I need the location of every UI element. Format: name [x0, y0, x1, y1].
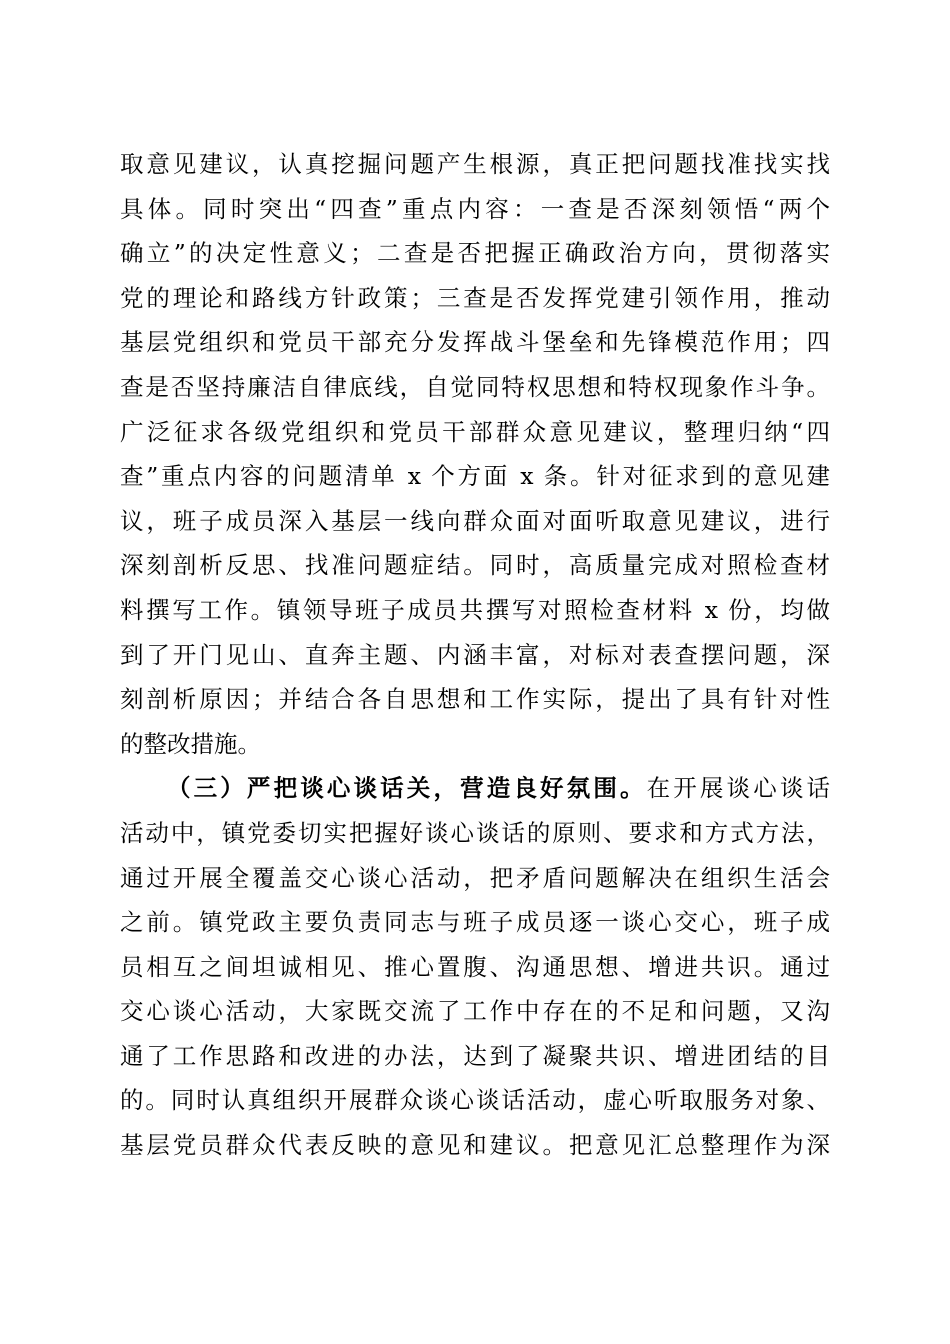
paragraph-line: 通了工作思路和改进的办法，达到了凝聚共识、增进团结的目	[120, 1041, 830, 1070]
paragraph-line: 到了开门见山、直奔主题、内涵丰富，对标对表查摆问题，深	[120, 640, 830, 669]
paragraph-line: 员相互之间坦诚相见、推心置腹、沟通思想、增进共识。通过	[120, 952, 830, 981]
paragraph-line: 具体。同时突出“四查”重点内容：一查是否深刻领悟“两个	[120, 194, 830, 223]
paragraph-line: 料撰写工作。镇领导班子成员共撰写对照检查材料 x 份，均做	[120, 595, 830, 624]
paragraph-line: 广泛征求各级党组织和党员干部群众意见建议，整理归纳“四	[120, 417, 830, 446]
paragraph-line: 党的理论和路线方针政策；三查是否发挥党建引领作用，推动	[120, 283, 830, 312]
paragraph-line: 查”重点内容的问题清单 x 个方面 x 条。针对征求到的意见建	[120, 462, 830, 491]
paragraph-1	[120, 142, 830, 766]
paragraph-line: 深刻剖析反思、找准问题症结。同时，高质量完成对照检查材	[120, 551, 830, 580]
paragraph-line: 基层党员群众代表反映的意见和建议。把意见汇总整理作为深	[120, 1131, 830, 1160]
paragraph-line: 取意见建议，认真挖掘问题产生根源，真正把问题找准找实找	[120, 150, 830, 178]
paragraph-line: 的整改措施。	[120, 729, 261, 758]
heading-continuation: 在开展谈心谈话	[646, 774, 830, 803]
paragraph-line: 基层党组织和党员干部充分发挥战斗堡垒和先锋模范作用；四	[120, 328, 830, 357]
paragraph-first-line	[120, 766, 830, 811]
section-heading: （三）严把谈心谈话关，营造良好氛围。	[167, 774, 647, 803]
document-body	[120, 142, 830, 1168]
paragraph-2	[120, 766, 830, 1167]
paragraph-line: 通过开展全覆盖交心谈心活动，把矛盾问题解决在组织生活会	[120, 863, 830, 892]
paragraph-line: 的。同时认真组织开展群众谈心谈话活动，虚心听取服务对象、	[120, 1086, 830, 1115]
paragraph-line: 之前。镇党政主要负责同志与班子成员逐一谈心交心，班子成	[120, 908, 830, 937]
paragraph-line: 活动中，镇党委切实把握好谈心谈话的原则、要求和方式方法，	[120, 818, 830, 847]
paragraph-line: 确立”的决定性意义；二查是否把握正确政治方向，贯彻落实	[120, 239, 830, 268]
paragraph-line: 交心谈心活动，大家既交流了工作中存在的不足和问题，又沟	[120, 997, 830, 1026]
paragraph-line: 议，班子成员深入基层一线向群众面对面听取意见建议，进行	[120, 506, 830, 535]
paragraph-line: 刻剖析原因；并结合各自思想和工作实际，提出了具有针对性	[120, 685, 830, 714]
paragraph-line: 查是否坚持廉洁自律底线，自觉同特权思想和特权现象作斗争。	[120, 372, 830, 401]
